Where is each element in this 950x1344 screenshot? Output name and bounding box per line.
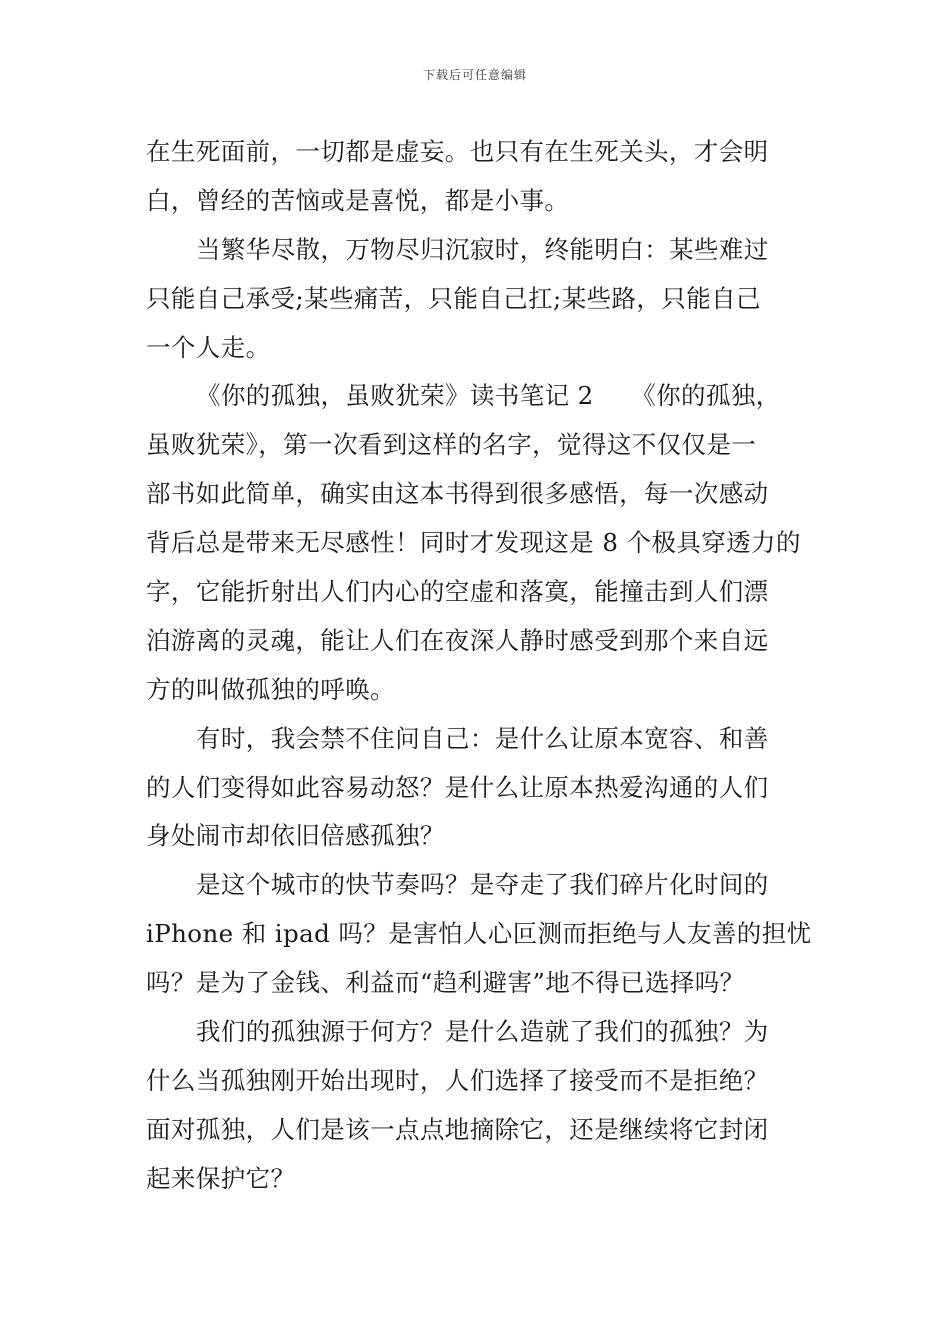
text-line: 《你的孤独，虽败犹荣》读书笔记 2 《你的孤独， (196, 381, 781, 411)
text-line: 字，它能折射出人们内心的空虚和落寞，能撞击到人们漂 (146, 577, 769, 607)
text-line: 部书如此简单，确实由这本书得到很多感悟，每一次感动 (146, 479, 769, 509)
text-line: 只能自己承受;某些痛苦，只能自己扛;某些路，只能自己 (146, 283, 761, 313)
text-line: 是这个城市的快节奏吗？是夺走了我们碎片化时间的 (196, 870, 769, 900)
text-line: 吗？是为了金钱、利益而“趋利避害”地不得已选择吗？ (146, 968, 745, 998)
text-line: 白，曾经的苦恼或是喜悦，都是小事。 (146, 185, 570, 215)
text-line: 方的叫做孤独的呼唤。 (146, 674, 395, 704)
page-header: 下载后可任意编辑 (422, 68, 527, 82)
text-line: 什么当孤独刚开始出现时，人们选择了接受而不是拒绝？ (146, 1065, 769, 1095)
text-line: 在生死面前，一切都是虚妄。也只有在生死关头，才会明 (146, 137, 769, 166)
text-line: 的人们变得如此容易动怒？是什么让原本热爱沟通的人们 (146, 772, 769, 802)
text-line: 泊游离的灵魂，能让人们在夜深人静时感受到那个来自远 (146, 625, 769, 655)
text-line: 身处闹市却依旧倍感孤独？ (146, 821, 445, 851)
text-line: iPhone 和 ipad 吗？是害怕人心叵测而拒绝与人友善的担忧 (146, 919, 812, 949)
text-line: 当繁华尽散，万物尽归沉寂时，终能明白：某些难过 (196, 234, 769, 264)
text-line: 起来保护它？ (146, 1163, 296, 1193)
text-line: 背后总是带来无尽感性！同时才发现这是 8 个极具穿透力的 (146, 528, 801, 558)
text-line: 我们的孤独源于何方？是什么造就了我们的孤独？为 (196, 1017, 769, 1047)
text-line: 有时，我会禁不住问自己：是什么让原本宽容、和善 (196, 723, 769, 753)
document-body (146, 128, 812, 1204)
text-line: 面对孤独，人们是该一点点地摘除它，还是继续将它封闭 (146, 1114, 769, 1144)
text-line: 虽败犹荣》，第一次看到这样的名字，觉得这不仅仅是一 (146, 430, 757, 460)
text-line: 一个人走。 (146, 332, 271, 362)
